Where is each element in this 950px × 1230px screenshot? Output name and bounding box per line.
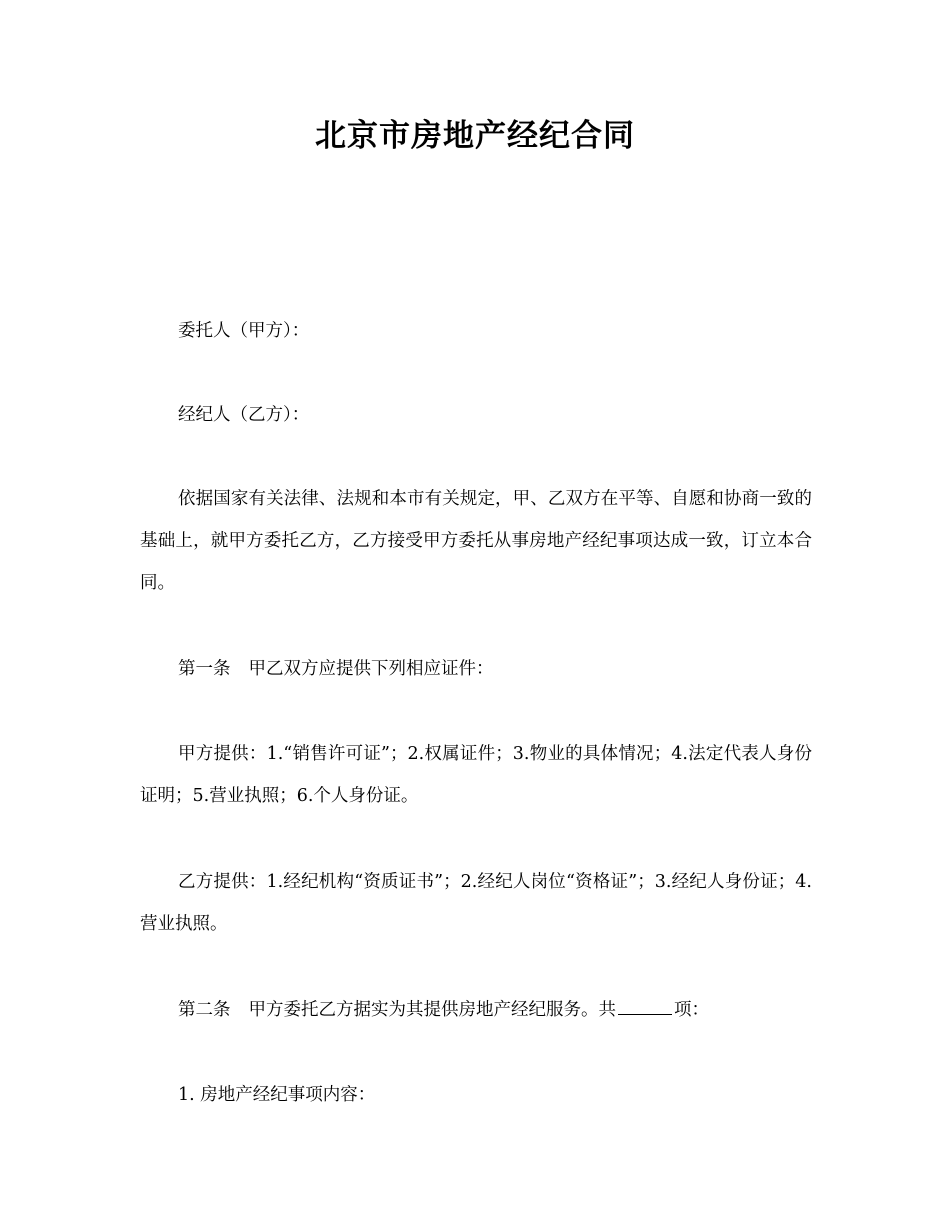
- article-1-heading: [140, 648, 812, 690]
- item-count-blank: [618, 996, 672, 1015]
- article-2-text-before: 甲方委托乙方据实为其提供房地产经纪服务。共: [248, 1000, 616, 1020]
- party-a-documents: 甲方提供：1.“销售许可证”；2.权属证件；3.物业的具体情况；4.法定代表人身份证明；5.营业执照；6.个人身份证。: [140, 744, 812, 806]
- document-title: 北京市房地产经纪合同: [315, 118, 635, 154]
- agent-label: 经纪人（乙方）：: [178, 405, 310, 425]
- client-label: 委托人（甲方）：: [178, 321, 310, 341]
- article-1-text: 甲乙双方应提供下列相应证件：: [248, 659, 494, 679]
- article-1-number: 第一条: [178, 659, 231, 679]
- article-2-paragraph: [140, 989, 812, 1031]
- item-1-heading: 1. 房地产经纪事项内容：: [178, 1085, 376, 1105]
- article-2-number: 第二条: [178, 1000, 231, 1020]
- party-b-documents: 乙方提供：1.经纪机构“资质证书”；2.经纪人岗位“资格证”；3.经纪人身份证；4.营业执照。: [140, 872, 812, 934]
- article-2-text-after: 项：: [674, 1000, 709, 1020]
- preamble-paragraph: 依据国家有关法律、法规和本市有关规定，甲、乙双方在平等、自愿和协商一致的基础上，就甲方委托乙方，乙方接受甲方委托从事房地产经纪事项达成一致，订立本合同。: [140, 489, 812, 593]
